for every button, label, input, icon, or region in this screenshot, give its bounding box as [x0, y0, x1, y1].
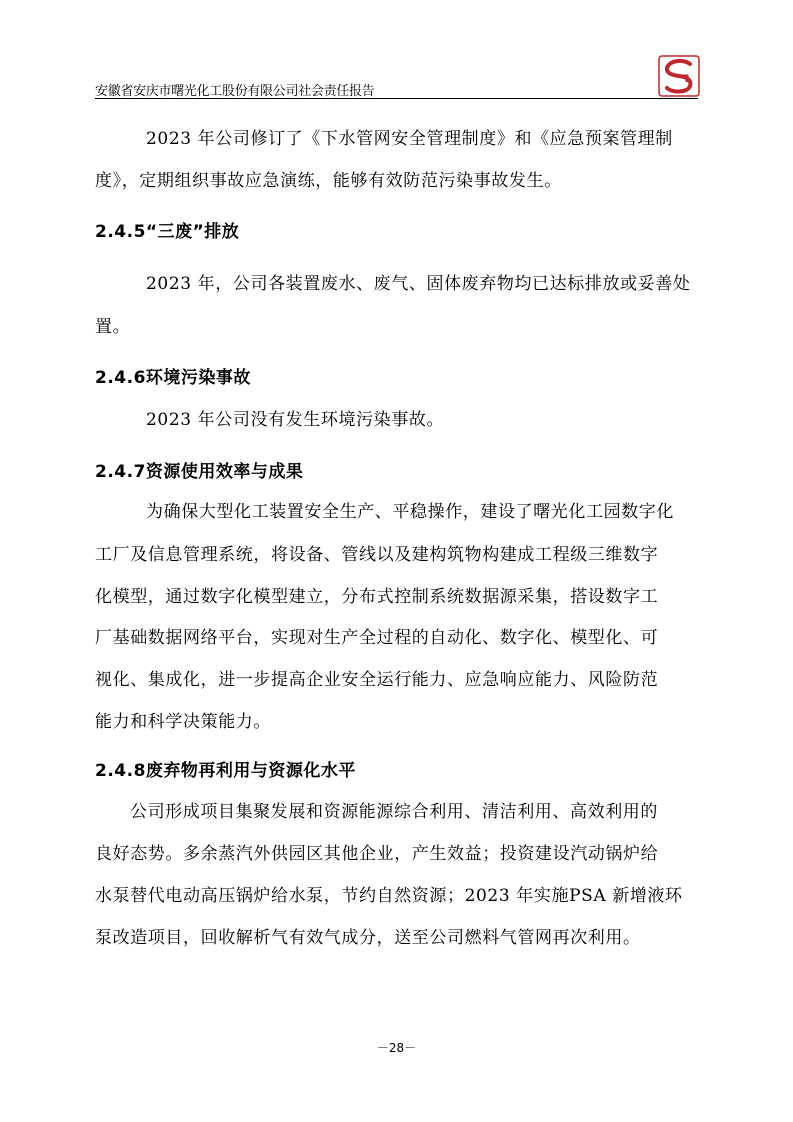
paragraph-line: 度》，定期组织事故应急演练，能够有效防范污染事故发生。: [95, 171, 562, 191]
paragraph-line: 化模型，通过数字化模型建立，分布式控制系统数据源采集，搭设数字工: [95, 587, 659, 607]
paragraph-line: 2023 年公司没有发生环境污染事故。: [146, 410, 445, 430]
section-heading-2-4-7: 2.4.7资源使用效率与成果: [95, 462, 304, 482]
paragraph-line: 视化、集成化，进一步提高企业安全运行能力、应急响应能力、风险防范: [95, 670, 659, 690]
paragraph-line: 2023 年，公司各装置废水、废气、固体废弃物均已达标排放或妥善处: [146, 274, 691, 294]
paragraph-line: 2023 年公司修订了《下水管网安全管理制度》和《应急预案管理制: [146, 129, 673, 149]
paragraph-line: 水泵替代电动高压锅炉给水泵，节约自然资源；2023 年实施PSA 新增液环: [95, 886, 683, 906]
section-heading-2-4-8: 2.4.8废弃物再利用与资源化水平: [95, 761, 356, 781]
paragraph-line: 公司形成项目集聚发展和资源能源综合利用、清洁利用、高效利用的: [130, 802, 658, 822]
paragraph-line: 厂基础数据网络平台，实现对生产全过程的自动化、数字化、模型化、可: [95, 628, 659, 648]
section-heading-2-4-6: 2.4.6环境污染事故: [95, 368, 251, 388]
paragraph-line: 为确保大型化工装置安全生产、平稳操作，建设了曙光化工园数字化: [146, 502, 674, 522]
company-logo: [657, 55, 701, 97]
page-number: －28－: [376, 1041, 417, 1055]
header-rule: [95, 98, 698, 99]
section-heading-2-4-5: 2.4.5“三废”排放: [95, 222, 240, 242]
paragraph-line: 良好态势。多余蒸汽外供园区其他企业，产生效益；投资建设汽动锅炉给: [95, 844, 659, 864]
paragraph-line: 泵改造项目，回收解析气有效气成分，送至公司燃料气管网再次利用。: [95, 928, 641, 948]
report-title: 安徽省安庆市曙光化工股份有限公司社会责任报告: [95, 84, 375, 99]
paragraph-line: 工厂及信息管理系统，将设备、管线以及建构筑物构建成工程级三维数字: [95, 545, 659, 565]
paragraph-line: 置。: [95, 317, 131, 337]
paragraph-line: 能力和科学决策能力。: [95, 712, 271, 732]
